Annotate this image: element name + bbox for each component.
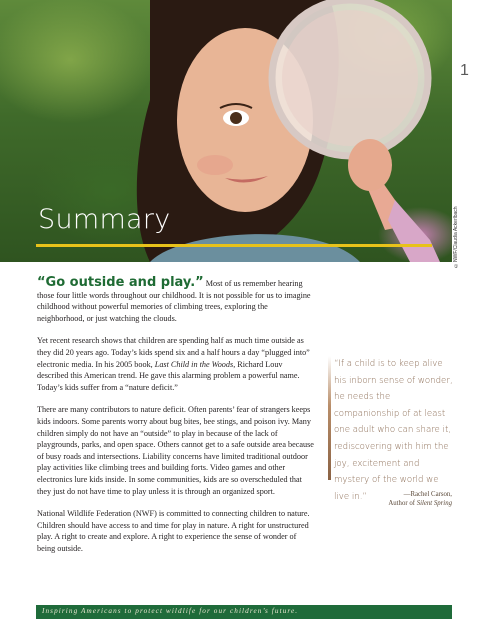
quote-book-title: Silent Spring — [416, 500, 452, 507]
paragraph-4: National Wildlife Federation (NWF) is committed to connecting children to nature. Children should have access to and time for play in nature. A right for unstructured play. A right to create and explore. A right to experience the sense of wonder of being outside. — [37, 509, 310, 553]
paragraph-3: There are many contributors to nature deficit. Often parents’ fear of strangers keeps kids indoors. Some parents worry about bug bites, bee stings, and poison ivy. Many children simply do not have an “outside” to play in because of the lack of playgrounds, parks, and open space. Others cannot get to a safe outside area because of busy roads and intersections. Liability concerns have limited traditional outdoor play activities like climbing trees and building forts. Video games and other electronics lure kids inside. In some communities, kids are so overscheduled that they just do not have time to play unless it is through an organized sport. — [37, 405, 314, 496]
quote-author: —Rachel Carson, — [403, 491, 452, 498]
quote-accent-bar — [328, 356, 331, 480]
footer-tagline: Inspiring Americans to protect wildlife for our children’s future. — [42, 607, 299, 615]
paragraph-1 — [37, 277, 315, 324]
book-title: Last Child in the Woods — [154, 359, 234, 369]
lead-headline: “Go outside and play.” — [37, 275, 204, 290]
section-title: Summary — [38, 204, 171, 235]
page-number: 1 — [460, 62, 469, 79]
hero-photo — [0, 0, 452, 262]
lead-text: Most of us remember hearing those four little words throughout our childhood. It is not possible for us to imagine childhood without powerful memories of climbing trees, exploring the neighborhood, or just watching the clouds. — [37, 279, 311, 323]
pull-quote: “If a child is to keep alive his inborn sense of wonder, he needs the companionship of at least one adult who can share it, rediscovering with him the joy, excitement and mystery of the world we live in.” — [334, 359, 453, 502]
quote-author-role — [330, 499, 452, 508]
article-body — [37, 277, 315, 565]
paragraph-2-end: , Richard Louv described this American trend. He gave this alarming problem a powerful name. Today’s kids suffer from a “nature deficit.” — [37, 359, 300, 392]
paragraph-2-start: Yet recent research shows that children are spending half as much time outside as they did 20 years ago. Today’s kids spend six and a half hours a day “plugged into” electronic media. In his 2005 book, — [37, 336, 310, 369]
quote-role-prefix: Author of — [388, 500, 417, 507]
footer-bar — [36, 605, 452, 619]
quote-attribution — [330, 490, 452, 508]
photo-credit: ©NWF/Claudia Ackerlbach — [453, 206, 459, 268]
title-underline-rule — [36, 244, 432, 247]
paragraph-2 — [37, 335, 315, 393]
